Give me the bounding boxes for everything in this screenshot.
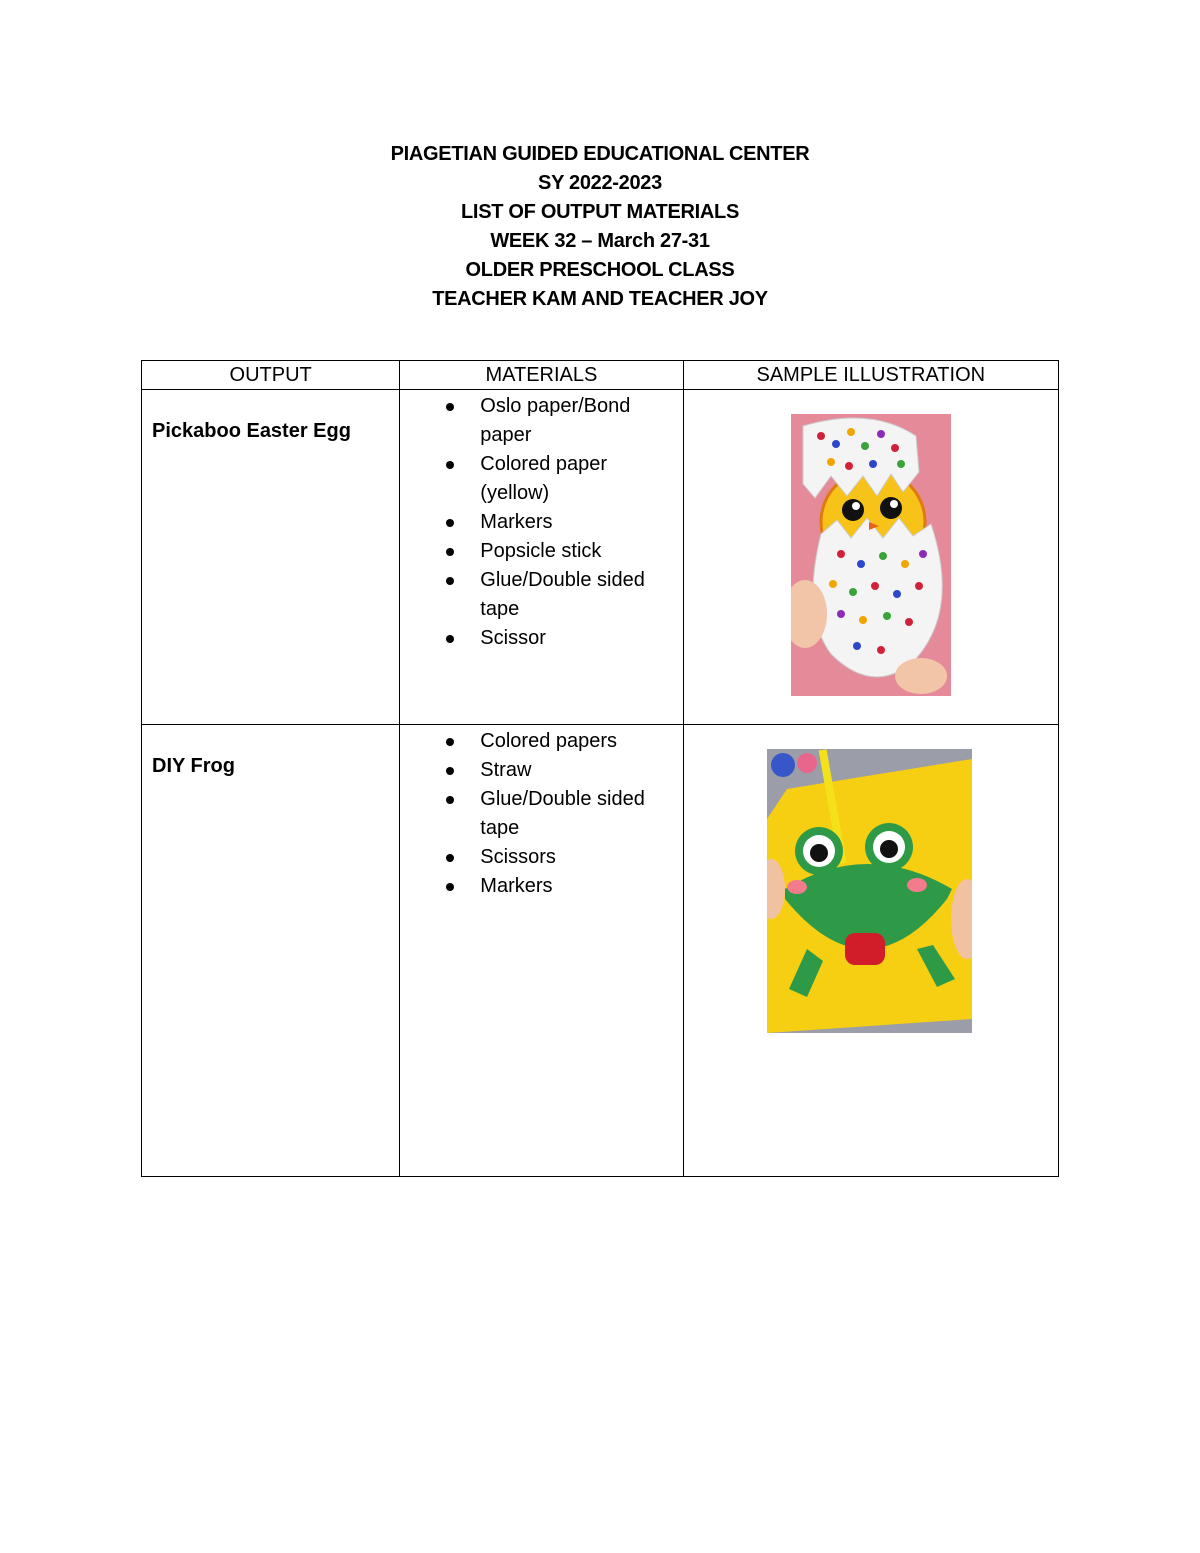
- list-item: Scissor: [400, 624, 672, 653]
- document-header: [0, 140, 1200, 314]
- list-item: Popsicle stick: [400, 537, 672, 566]
- list-item: Oslo paper/Bond paper: [400, 392, 672, 450]
- column-header-illustration: SAMPLE ILLUSTRATION: [683, 361, 1058, 390]
- illustration-cell: [683, 725, 1058, 1177]
- materials-table: [141, 360, 1059, 1177]
- output-name: DIY Frog: [152, 755, 235, 777]
- list-item: Markers: [400, 508, 672, 537]
- easter-egg-chick-image: [791, 414, 951, 696]
- school-name: PIAGETIAN GUIDED EDUCATIONAL CENTER: [390, 143, 810, 165]
- list-title: LIST OF OUTPUT MATERIALS: [461, 201, 739, 223]
- table-row: [142, 725, 1059, 1177]
- paper-frog-image: [767, 749, 972, 1033]
- output-name: Pickaboo Easter Egg: [152, 420, 351, 442]
- list-item: Scissors: [400, 843, 672, 872]
- materials-cell: [400, 390, 683, 725]
- list-item: Colored papers: [400, 727, 672, 756]
- output-cell: [142, 390, 400, 725]
- list-item: Straw: [400, 756, 672, 785]
- list-item: Glue/Double sided tape: [400, 785, 672, 843]
- output-cell: [142, 725, 400, 1177]
- materials-cell: [400, 725, 683, 1177]
- school-year: SY 2022-2023: [538, 172, 662, 194]
- list-item: Markers: [400, 872, 672, 901]
- illustration-cell: [683, 390, 1058, 725]
- week-line: WEEK 32 – March 27-31: [490, 230, 710, 252]
- class-name: OLDER PRESCHOOL CLASS: [465, 259, 735, 281]
- materials-list: [400, 390, 682, 653]
- column-header-output: OUTPUT: [142, 361, 400, 390]
- list-item: Glue/Double sided tape: [400, 566, 672, 624]
- column-header-materials: MATERIALS: [400, 361, 683, 390]
- list-item: Colored paper (yellow): [400, 450, 672, 508]
- teachers-line: TEACHER KAM AND TEACHER JOY: [432, 288, 768, 310]
- table-header-row: [142, 361, 1059, 390]
- materials-list: [400, 725, 682, 901]
- table-row: [142, 390, 1059, 725]
